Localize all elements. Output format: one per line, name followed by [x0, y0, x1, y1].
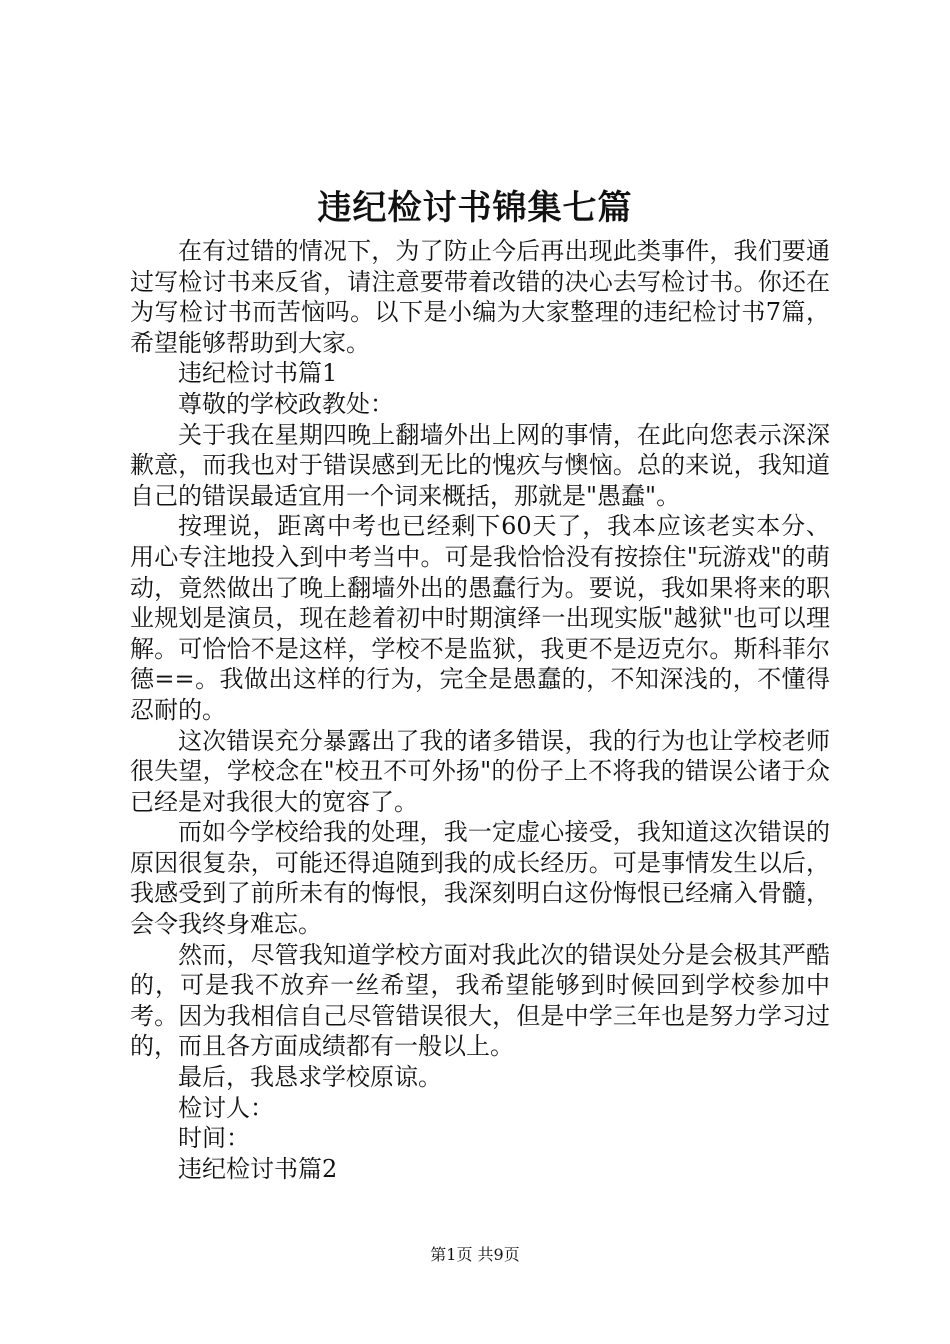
page-footer: 第1页 共9页	[430, 1245, 520, 1264]
section-heading: 违纪检讨书篇1	[178, 359, 338, 388]
body-paragraph: 这次错误充分暴露出了我的诸多错误，我的行为也让学校老师很失望，学校念在"校丑不可外扬"的份子上不将我的错误公诸于众已经是对我很大的宽容了。	[130, 726, 830, 816]
intro-paragraph: 在有过错的情况下，为了防止今后再出现此类事件，我们要通过写检讨书来反省，请注意要带着改错的决心去写检讨书。你还在为写检讨书而苦恼吗。以下是小编为大家整理的违纪检讨书7篇，希望能够帮助到大家。	[130, 237, 830, 357]
salutation: 尊敬的学校政教处：	[178, 389, 394, 418]
document-title: 违纪检讨书锦集七篇	[317, 188, 633, 228]
body-paragraph: 然而，尽管我知道学校方面对我此次的错误处分是会极其严酷的，可是我不放弃一丝希望，我希望能够到时候回到学校参加中考。因为我相信自己尽管错误很大，但是中学三年也是努力学习过的，而且各方面成绩都有一般以上。	[130, 940, 830, 1061]
date-label: 时间：	[178, 1124, 250, 1153]
closing-line: 最后，我恳求学校原谅。	[178, 1063, 442, 1092]
body-paragraph: 关于我在星期四晚上翻墙外出上网的事情，在此向您表示深深歉意，而我也对于错误感到无比的愧疚与懊恼。总的来说，我知道自己的错误最适宜用一个词来概括，那就是"愚蠢"。	[130, 420, 830, 510]
body-paragraph: 而如今学校给我的处理，我一定虚心接受，我知道这次错误的原因很复杂，可能还得追随到我的成长经历。可是事情发生以后，我感受到了前所未有的悔恨，我深刻明白这份悔恨已经痛入骨髓，会令我终身难忘。	[130, 818, 830, 939]
section-heading: 违纪检讨书篇2	[178, 1154, 338, 1183]
body-paragraph: 按理说，距离中考也已经剩下60天了，我本应该老实本分、用心专注地投入到中考当中。可是我恰恰没有按捺住"玩游戏"的萌动，竟然做出了晚上翻墙外出的愚蠢行为。要说，我如果将来的职业规划是演员，现在趁着初中时期演绎一出现实版"越狱"也可以理解。可恰恰不是这样，学校不是监狱，我更不是迈克尔。斯科菲尔德==。我做出这样的行为，完全是愚蠢的，不知深浅的，不懂得忍耐的。	[130, 512, 830, 724]
signature-label: 检讨人：	[178, 1093, 274, 1122]
document-body	[130, 236, 830, 1184]
